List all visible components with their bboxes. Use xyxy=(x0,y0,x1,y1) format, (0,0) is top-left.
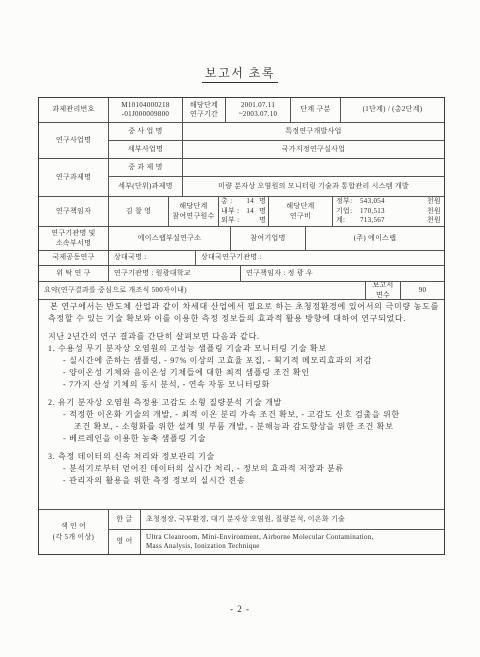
stage-label: 단계 구분 xyxy=(291,98,341,122)
funding-total xyxy=(336,216,441,225)
section-bullet: - 베르레인을 이용한 농축 샘플링 기술 xyxy=(63,434,207,443)
funding-value: 543,054 xyxy=(360,197,385,206)
company-value: (주) 에이스랩 xyxy=(353,233,397,242)
funding-source: 정부: xyxy=(336,197,353,206)
task-detail xyxy=(109,159,444,196)
summary-section-2 xyxy=(48,397,439,445)
funding-company xyxy=(336,207,441,216)
outsourced-label: 위 탁 연 구 xyxy=(39,266,109,281)
count-label: 총 : xyxy=(221,197,233,206)
program-label: 연구사업명 xyxy=(39,123,109,158)
program-main-label: 중 사 업 명 xyxy=(109,123,183,140)
task-label: 연구과제명 xyxy=(39,159,109,196)
row-institution xyxy=(39,227,444,251)
partner-institution: 상대국연구기관명 : xyxy=(201,253,262,262)
summary-intro: 본 연구에서는 반도체 산업과 같이 차세대 산업에서 필요로 하는 초청정환경에 있어서의 극미량 농도를 측정할 수 있는 기술 확보와 이를 이용한 측정 정보들의 효과적 활용 방향에 대하여 연구되었다. xyxy=(48,302,439,323)
row-task xyxy=(39,159,444,197)
keywords-english-row xyxy=(109,530,444,554)
project-number-value: M10104000218 -01J000009800 xyxy=(109,98,183,122)
keywords-korean-row xyxy=(109,510,444,530)
institution-label: 연구기관명 및 소속부서명 xyxy=(39,227,109,250)
keywords-korean-label: 한 글 xyxy=(109,510,141,529)
section-heading: 3. 측정 데이터의 신속 처리와 정보관리 기술 xyxy=(48,452,215,461)
period-label: 해당단계 연구기간 xyxy=(183,98,226,122)
stage-value: (1단계) / (총2단계) xyxy=(362,105,423,114)
summary-body xyxy=(39,300,444,510)
row-international xyxy=(39,251,444,266)
section-bullet: - 관리자의 활용을 위한 측정 정보의 실시간 전송 xyxy=(63,476,246,485)
program-main-row xyxy=(109,123,444,141)
summary-section-3 xyxy=(48,451,439,487)
lead-name: 김 찰 영 xyxy=(109,197,169,226)
abstract-table xyxy=(38,97,445,555)
period-value: 2001.07.11 ~2003.07.10 xyxy=(226,98,291,122)
program-detail xyxy=(109,123,444,158)
funding-label: 해당단계 연구비 xyxy=(269,197,333,226)
count-value: 14 xyxy=(246,197,254,206)
row-lead-researcher xyxy=(39,197,444,227)
row-outsourced xyxy=(39,266,444,282)
section-heading: 1. 수용성 무기 분자상 오염원의 고성능 샘플링 기술과 모니터링 기술 확보 xyxy=(48,344,327,353)
section-heading: 2. 유기 분자상 오염원 측정용 고감도 소형 질량분석 기술 개발 xyxy=(48,398,282,407)
count-unit: 명 xyxy=(258,206,266,215)
row-keywords xyxy=(39,510,444,554)
funding-unit: 천원 xyxy=(426,206,441,215)
researcher-counts xyxy=(219,197,269,226)
count-label: 외부 : xyxy=(221,216,240,225)
partner-country: 상대국명 : xyxy=(109,251,196,265)
page-count-label: 보고서 면수 xyxy=(366,282,401,299)
funding-source: 기업: xyxy=(336,206,353,215)
summary-content xyxy=(39,300,444,509)
program-sub-row xyxy=(109,141,444,158)
row-program xyxy=(39,123,444,159)
page-count-value: 90 xyxy=(418,285,427,294)
researchers-label: 해당단계 참여연구원수 xyxy=(169,197,219,226)
row-summary-header xyxy=(39,282,444,300)
keywords-english-label: 영 어 xyxy=(109,530,141,554)
keywords-english: Ultra Cleanroom, Mini-Environment, Airborne Molecular Contamination, Mass Analysis, Ionization Technique xyxy=(146,532,374,550)
task-sub-label: 세부(단위)과제명 xyxy=(109,177,183,196)
funding-value: 170,513 xyxy=(360,206,385,215)
summary-lead-in: 지난 2년간의 연구 결과를 간단히 살펴보면 다음과 같다. xyxy=(48,332,260,341)
task-main-value xyxy=(183,159,444,176)
funding-unit: 천원 xyxy=(426,216,441,225)
keywords-detail xyxy=(109,510,444,554)
summary-label: 요약(연구결과를 중심으로 개조식 500자이내) xyxy=(39,282,366,299)
summary-section-1 xyxy=(48,343,439,391)
company-label: 참여기업명 xyxy=(231,227,306,250)
institution-value: 에이스랩부설연구소 xyxy=(109,227,231,250)
lead-label: 연구책임자 xyxy=(39,197,109,226)
program-sub-label: 세부사업명 xyxy=(109,141,183,158)
funding-government xyxy=(336,197,441,206)
task-sub-row xyxy=(109,177,444,196)
keywords-korean: 초청정장, 국부환경, 대기 분자상 오염원, 질량분석, 이온화 기술 xyxy=(146,514,346,523)
section-bullet: - 양이온성 기체와 음이온성 기체들에 대한 최적 샘플링 조건 확인 xyxy=(63,368,310,377)
report-title-text: 보고서 초록 xyxy=(202,64,278,83)
researcher-count-total xyxy=(221,197,266,206)
program-main-value: 특정연구개발사업 xyxy=(285,126,342,135)
count-value: 14 xyxy=(246,206,254,215)
outsourced-institution: 연구기관명 : 원광대학교 xyxy=(109,266,241,281)
task-sub-value: 미량 분자상 오염원의 모니터링 기술과 통합관리 시스템 개발 xyxy=(218,181,409,190)
task-main-row xyxy=(109,159,444,177)
section-bullet: - 적정한 이온화 기술의 개발, - 최적 이온 분리 가속 조건 확보, - 고감도 신호 검출을 위한 조건 확보, - 소형화를 위한 설계 및 부품 개발, - 분해능과 감도향상을 위한 조건 확보 xyxy=(63,410,400,431)
funding-amounts xyxy=(333,197,444,226)
funding-source: 계: xyxy=(336,216,346,225)
funding-value: 713,567 xyxy=(360,216,385,225)
funding-unit: 천원 xyxy=(426,197,441,206)
project-number-label: 과제관리번호 xyxy=(39,98,109,122)
page-number: - 2 - xyxy=(230,604,250,614)
task-main-label: 중 과 제 명 xyxy=(109,159,183,176)
count-unit: 명 xyxy=(258,216,266,225)
program-sub-value: 국가지정연구실사업 xyxy=(281,144,346,153)
researcher-count-external xyxy=(221,216,266,225)
researcher-count-internal xyxy=(221,207,266,216)
section-bullet: - 7가지 산성 기체의 동시 분석, - 연속 자동 모니터링화 xyxy=(63,380,270,389)
count-value xyxy=(241,216,257,225)
row-project-number xyxy=(39,98,444,123)
section-bullet: - 분석기로부터 얻어진 데이터의 실시간 처리, - 정보의 효과적 저장과 분류 xyxy=(63,464,344,473)
section-bullet: - 실시간에 준하는 샘플링, - 97% 이상의 고효율 포집, - 획기적 메모리효과의 저감 xyxy=(63,356,373,365)
report-title xyxy=(0,64,480,83)
international-label: 국제공동연구 xyxy=(39,251,109,265)
outsourced-lead: 연구책임자 : 정 광 우 xyxy=(246,268,313,277)
count-label: 내부 : xyxy=(221,206,240,215)
count-unit: 명 xyxy=(258,197,266,206)
keywords-label: 색 인 어 (각 5개 이상) xyxy=(39,510,109,554)
